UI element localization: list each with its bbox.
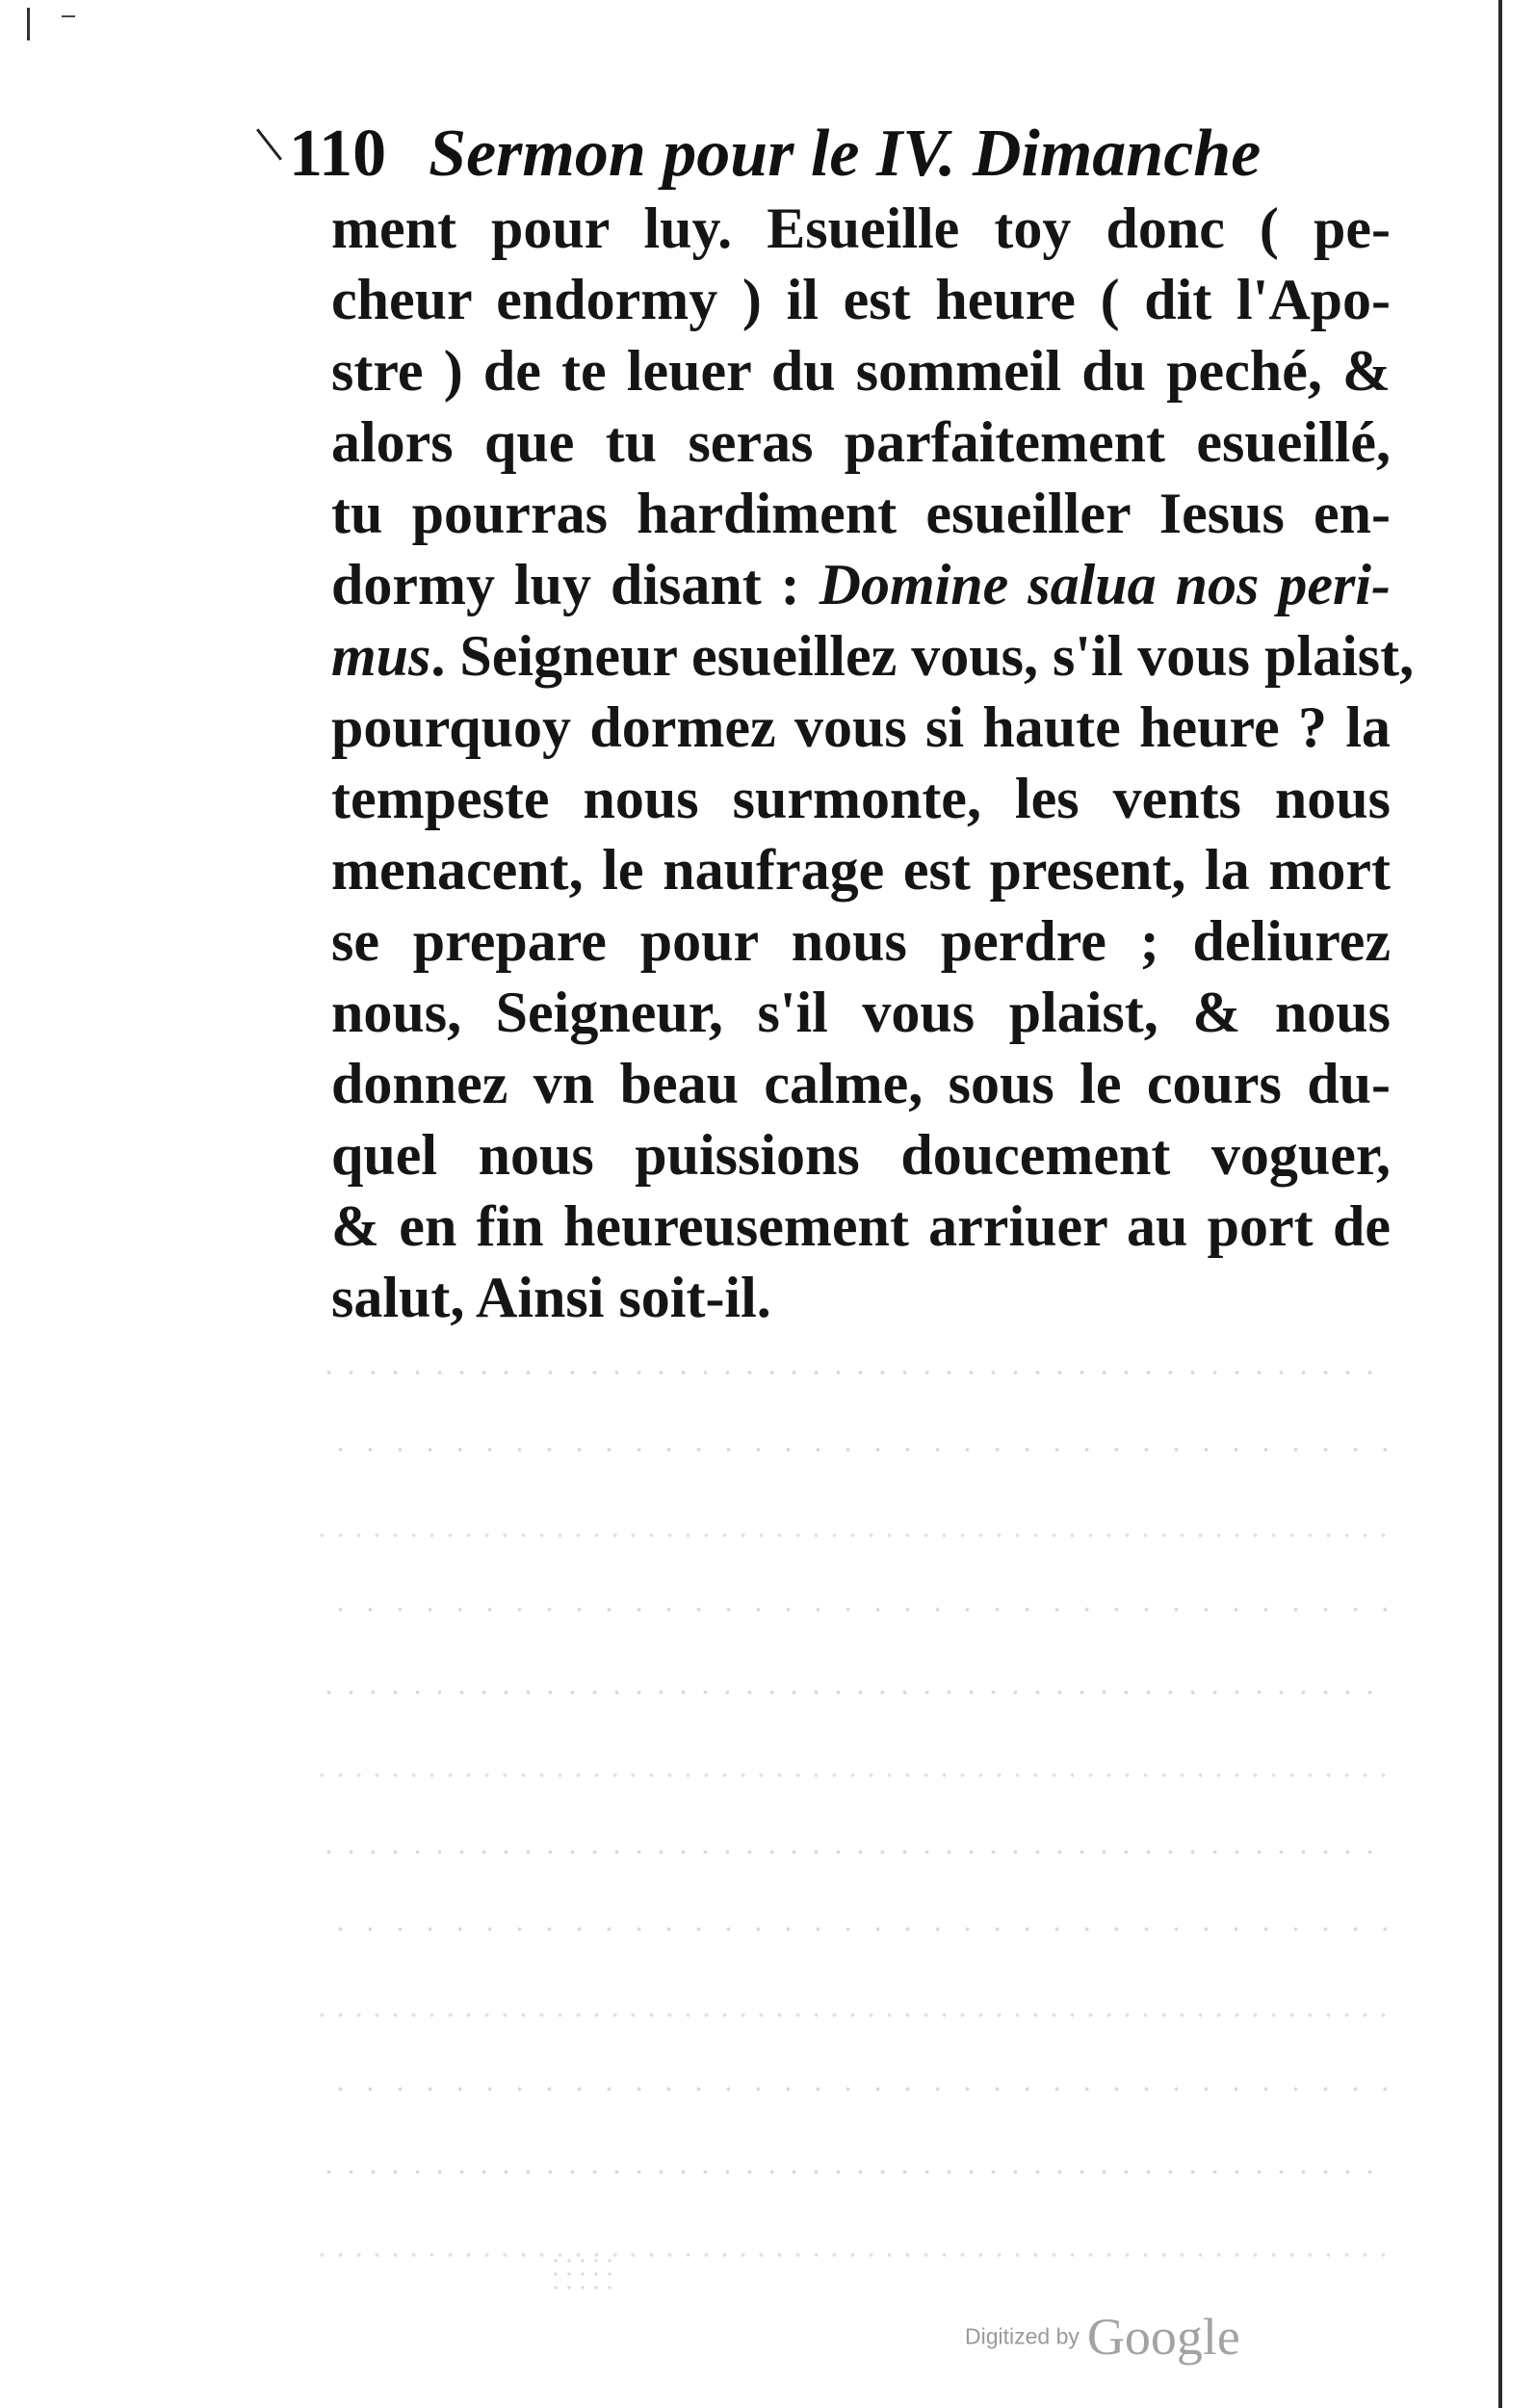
- text-line: dormy luy disant : Domine salua nos peri-: [331, 553, 1391, 616]
- text-line: se prepare pour nous perdre ; deliurez: [331, 909, 1391, 973]
- sermon-text: [331, 193, 1415, 1333]
- text-line: nous, Seigneur, s'il vous plaist, & nous: [331, 981, 1391, 1044]
- margin-mark: [27, 8, 30, 40]
- text-line: cheur endormy ) il est heure ( dit l'Apo-: [331, 268, 1391, 331]
- header-tick-mark: [256, 128, 282, 160]
- latin-quote: Domine salua nos peri-: [819, 553, 1391, 616]
- text-line: quel nous puissions doucement voguer,: [331, 1123, 1391, 1187]
- text-line: tu pourras hardiment esueiller Iesus en-: [331, 482, 1391, 545]
- text-line: tempeste nous surmonte, les vents nous: [331, 767, 1391, 830]
- reverse-page-bleed-mark: [549, 2254, 616, 2296]
- running-header: [289, 108, 1396, 200]
- text-line: ment pour luy. Esueille toy donc ( pe-: [331, 196, 1391, 260]
- text-line: alors que tu seras parfaitement esueillé,: [331, 410, 1391, 474]
- text-line: & en fin heureusement arriuer au port de: [331, 1194, 1391, 1258]
- margin-dash: [62, 15, 75, 17]
- page-number: 110: [289, 117, 387, 191]
- header-title: Sermon pour le IV. Dimanche: [429, 117, 1262, 191]
- text-line-last: salut, Ainsi soit-il.: [331, 1266, 771, 1329]
- google-logo: Google: [1086, 2308, 1240, 2366]
- latin-quote-end: mus: [331, 624, 431, 688]
- digitized-by-label: Digitized by: [965, 2323, 1080, 2349]
- text-line: mus. Seigneur esueillez vous, s'il vous plaist,: [331, 624, 1415, 688]
- text-line: donnez vn beau calme, sous le cours du-: [331, 1052, 1391, 1115]
- text-line: pourquoy dormez vous si haute heure ? la: [331, 695, 1391, 759]
- text-line: stre ) de te leuer du sommeil du peché, &: [331, 339, 1391, 403]
- digitized-watermark: [965, 2307, 1240, 2365]
- text-line: menacent, le naufrage est present, la mort: [331, 838, 1391, 902]
- binding-edge-rule: [1498, 0, 1502, 2408]
- reverse-page-bleed-through: [318, 1339, 1387, 2264]
